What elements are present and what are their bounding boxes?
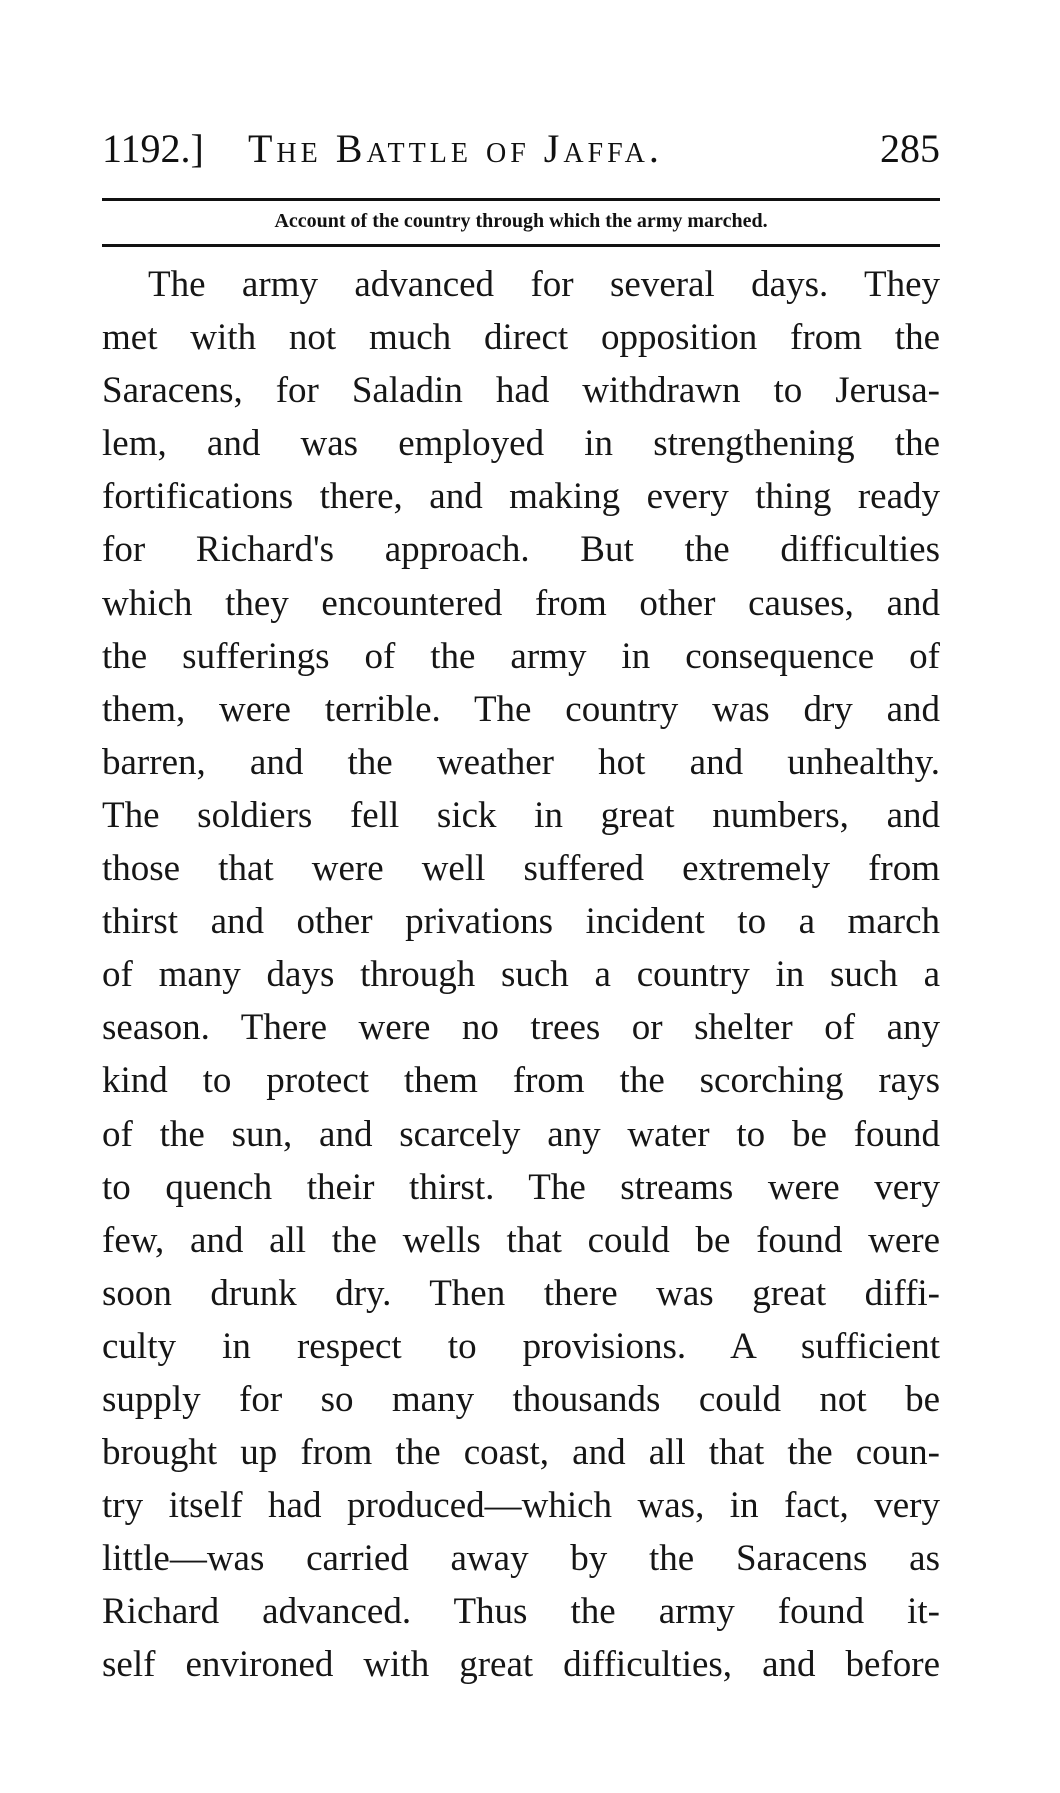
header-year: 1192.] [102, 126, 204, 171]
text-line: met with not much direct opposition from the [102, 317, 940, 359]
header-title: The Battle of Jaffa. [248, 126, 663, 171]
text-line: for Richard's approach. But the difficulties [102, 529, 940, 571]
text-line: thirst and other privations incident to a march [102, 901, 940, 943]
text-line: Richard advanced. Thus the army found it- [102, 1591, 940, 1633]
text-line: brought up from the coast, and all that the coun- [102, 1432, 940, 1474]
page-number: 285 [880, 126, 940, 171]
text-line: supply for so many thousands could not be [102, 1378, 940, 1420]
text-line: Saracens, for Saladin had withdrawn to Jerusa- [102, 370, 940, 412]
text-line: fortifications there, and making every thing ready [102, 476, 940, 518]
text-line: them, were terrible. The country was dry and [102, 688, 940, 730]
text-line: little—was carried away by the Saracens as [102, 1538, 940, 1580]
text-line: of the sun, and scarcely any water to be found [102, 1113, 940, 1155]
running-header [102, 124, 940, 174]
text-line: barren, and the weather hot and unhealthy. [102, 741, 940, 783]
text-line: soon drunk dry. Then there was great diffi- [102, 1272, 940, 1314]
text-line: self environed with great difficulties, and before [102, 1644, 940, 1686]
text-line: The soldiers fell sick in great numbers, and [102, 794, 940, 836]
text-line: lem, and was employed in strengthening the [102, 423, 940, 465]
text-line: which they encountered from other causes, and [102, 582, 940, 624]
header-rule-bottom [102, 244, 940, 247]
text-line: to quench their thirst. The streams were very [102, 1166, 940, 1208]
text-line: of many days through such a country in such a [102, 954, 940, 996]
text-line: kind to protect them from the scorching rays [102, 1060, 940, 1102]
page-subheading: Account of the country through which the army marched. [274, 210, 768, 232]
text-line: try itself had produced—which was, in fact, very [102, 1485, 940, 1527]
text-line: The army advanced for several days. They [148, 264, 940, 305]
text-line: few, and all the wells that could be found were [102, 1219, 940, 1261]
header-rule-top [102, 198, 940, 201]
text-line: season. There were no trees or shelter of any [102, 1007, 940, 1049]
text-line: those that were well suffered extremely from [102, 848, 940, 890]
text-line: the sufferings of the army in consequence of [102, 635, 940, 677]
text-line: culty in respect to provisions. A sufficient [102, 1325, 940, 1367]
body-paragraph [102, 258, 940, 1692]
